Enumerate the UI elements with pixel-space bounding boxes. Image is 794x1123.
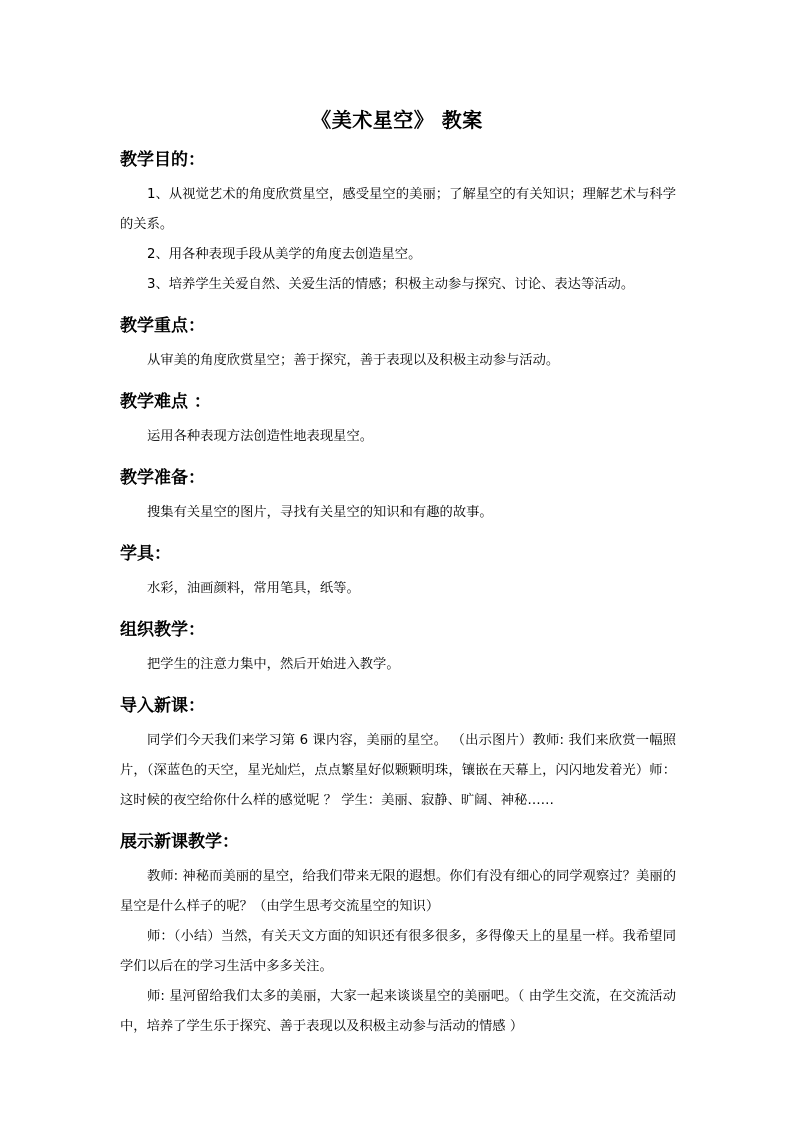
section-heading: 展示新课教学： xyxy=(120,832,239,852)
section-heading: 教学准备： xyxy=(120,468,205,488)
paragraph: 水彩，油画颜料，常用笔具，纸等。 xyxy=(147,581,360,596)
paragraph: 师：（小结）当然，有关天文方面的知识还有很多很多，多得像天上的星星一样。我希望同学们以后在的学习生活中多多关注。 xyxy=(120,929,676,974)
section-heading: 教学目的： xyxy=(120,150,205,170)
section-difficulties xyxy=(120,390,676,452)
document-body xyxy=(120,148,676,1048)
paragraph: 同学们今天我们来学习第 6 课内容，美丽的星空。 （出示图片）教师: 我们来欣赏一幅照片，（深蓝色的天空，星光灿烂，点点繁星好似颗颗明珠，镶嵌在天幕上，闪闪地发着光）师：这时候的夜空给你什么样的感觉呢 ？ 学生：美丽、寂静、旷阔、神秘…… xyxy=(120,733,676,808)
paragraph: 把学生的注意力集中，然后开始进入教学。 xyxy=(147,657,400,672)
section-key-points xyxy=(120,314,676,376)
paragraph: 搜集有关星空的图片，寻找有关星空的知识和有趣的故事。 xyxy=(147,505,493,520)
paragraph: 1、从视觉艺术的角度欣赏星空，感受星空的美丽；了解星空的有关知识；理解艺术与科学的关系。 xyxy=(120,187,676,232)
section-heading: 学具： xyxy=(120,544,171,564)
section-preparation xyxy=(120,466,676,528)
section-heading: 导入新课： xyxy=(120,696,205,716)
section-heading: 组织教学： xyxy=(120,620,205,640)
section-materials xyxy=(120,542,676,604)
paragraph: 从审美的角度欣赏星空；善于探究，善于表现以及积极主动参与活动。 xyxy=(147,353,560,368)
section-new-lesson xyxy=(120,830,676,1042)
paragraph: 师: 星河留给我们太多的美丽，大家一起来谈谈星空的美丽吧。（ 由学生交流，在交流活动中，培养了学生乐于探究、善于表现以及积极主动参与活动的情感 ） xyxy=(120,989,676,1034)
section-teaching-goals xyxy=(120,148,676,300)
paragraph: 2、用各种表现手段从美学的角度去创造星空。 xyxy=(147,247,422,262)
paragraph: 3、培养学生关爱自然、关爱生活的情感；积极主动参与探究、讨论、表达等活动。 xyxy=(147,277,635,292)
paragraph: 运用各种表现方法创造性地表现星空。 xyxy=(147,429,374,444)
document-title: 《美术星空》 教案 xyxy=(311,108,483,132)
section-organization xyxy=(120,618,676,680)
paragraph: 教师: 神秘而美丽的星空，给我们带来无限的遐想。你们有没有细心的同学观察过？美丽的星空是什么样子的呢？（由学生思考交流星空的知识） xyxy=(120,869,676,914)
section-heading: 教学难点 ： xyxy=(120,392,211,412)
section-introduction xyxy=(120,694,676,816)
section-heading: 教学重点： xyxy=(120,316,205,336)
